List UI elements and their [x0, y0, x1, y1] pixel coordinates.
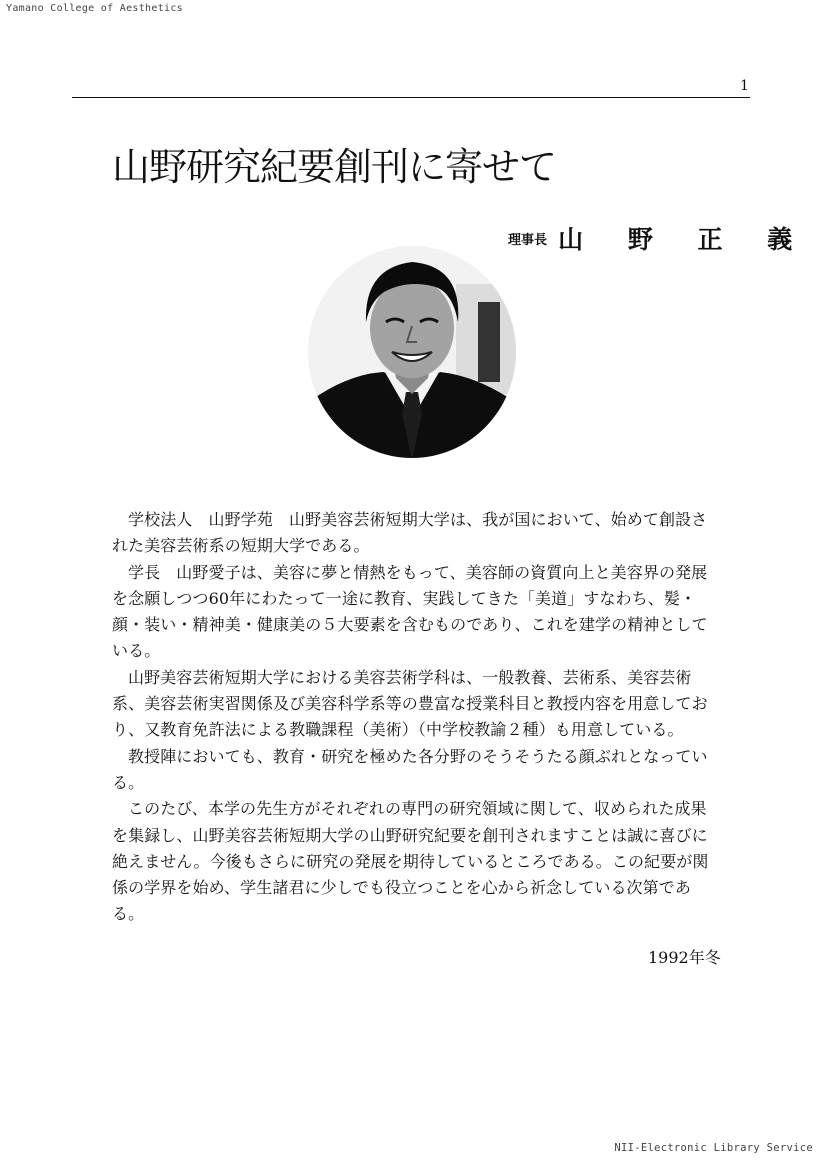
paragraph-2: 学長 山野愛子は、美容に夢と情熱をもって、美容師の資質向上と美容界の発展を念願しつつ60年にわたって一途に教育、実践してきた「美道」すなわち、髪・顔・装い・精神美・健康美の５大要素を含むものであり、これを建学の精神としている。 — [112, 562, 708, 661]
watermark-bottom: NII-Electronic Library Service — [614, 1142, 813, 1154]
header-rule — [72, 97, 750, 98]
author-portrait — [306, 244, 518, 460]
signature-date: 1992年冬 — [648, 948, 721, 967]
paragraph-4: 教授陣においても、教育・研究を極めた各分野のそうそうたる顔ぶれとなっている。 — [112, 746, 708, 792]
watermark-top: Yamano College of Aesthetics — [6, 3, 183, 14]
author-name: 山 野 正 義 — [558, 225, 811, 254]
author-role: 理事長 — [508, 232, 548, 248]
body-text — [112, 507, 714, 928]
author-line — [508, 220, 810, 256]
paragraph-3: 山野美容芸術短期大学における美容芸術学科は、一般教養、芸術系、美容芸術系、美容芸術実習関係及び美容科学系等の豊富な授業科目と教授内容を用意しており、又教育免許法による教職課程（美術）（中学校教諭２種）も用意している。 — [112, 667, 708, 740]
page-title: 山野研究紀要創刊に寄せて — [112, 145, 557, 189]
paragraph-1: 学校法人 山野学苑 山野美容芸術短期大学は、我が国において、始めて創設された美容芸術系の短期大学である。 — [112, 510, 708, 556]
page-number: 1 — [740, 78, 749, 94]
paragraph-5: このたび、本学の先生方がそれぞれの専門の研究領域に関して、収められた成果を集録し、山野美容芸術短期大学の山野研究紀要を創刊されますことは誠に喜びに絶えません。今後もさらに研究の発展を期待しているところである。この紀要が関係の学界を始め、学生諸君に少しでも役立つことを心から祈念している次第である。 — [112, 799, 709, 924]
